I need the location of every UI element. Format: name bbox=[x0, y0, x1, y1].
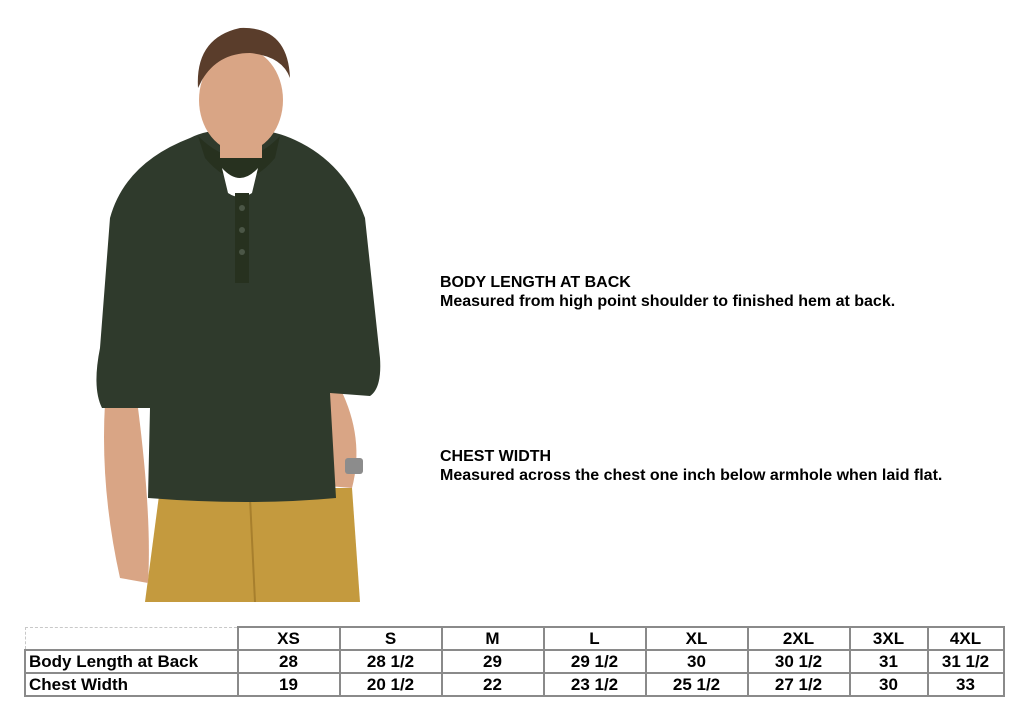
table-cell: 31 1/2 bbox=[928, 650, 1004, 673]
size-header-row bbox=[25, 627, 1004, 650]
left-hand bbox=[104, 403, 149, 583]
size-header-cell: 4XL bbox=[928, 627, 1004, 650]
body-length-description: Measured from high point shoulder to finished hem at back. bbox=[440, 293, 896, 310]
size-header-corner bbox=[25, 627, 238, 650]
row-label: Chest Width bbox=[25, 673, 238, 696]
table-cell: 30 bbox=[850, 673, 928, 696]
body-length-title: BODY LENGTH AT BACK bbox=[440, 274, 631, 291]
table-cell: 33 bbox=[928, 673, 1004, 696]
row-label: Body Length at Back bbox=[25, 650, 238, 673]
body-length-info bbox=[440, 273, 895, 311]
size-header-cell: 2XL bbox=[748, 627, 850, 650]
table-cell: 29 bbox=[442, 650, 544, 673]
table-cell: 20 1/2 bbox=[340, 673, 442, 696]
size-header-cell: XL bbox=[646, 627, 748, 650]
product-photo-model bbox=[90, 18, 390, 602]
size-header-cell: S bbox=[340, 627, 442, 650]
table-row-body-length bbox=[25, 650, 1004, 673]
table-cell: 22 bbox=[442, 673, 544, 696]
size-chart-table bbox=[24, 626, 1005, 697]
table-cell: 23 1/2 bbox=[544, 673, 646, 696]
table-cell: 29 1/2 bbox=[544, 650, 646, 673]
table-cell: 28 1/2 bbox=[340, 650, 442, 673]
chest-width-title: CHEST WIDTH bbox=[440, 448, 552, 465]
table-cell: 31 bbox=[850, 650, 928, 673]
size-header-cell: M bbox=[442, 627, 544, 650]
size-header-cell: 3XL bbox=[850, 627, 928, 650]
size-header-cell: XS bbox=[238, 627, 340, 650]
table-cell: 30 bbox=[646, 650, 748, 673]
chest-width-description: Measured across the chest one inch below armhole when laid flat. bbox=[440, 467, 943, 484]
table-cell: 25 1/2 bbox=[646, 673, 748, 696]
size-header-cell: L bbox=[544, 627, 646, 650]
table-cell: 30 1/2 bbox=[748, 650, 850, 673]
table-cell: 27 1/2 bbox=[748, 673, 850, 696]
table-cell: 28 bbox=[238, 650, 340, 673]
chest-width-info bbox=[440, 447, 942, 485]
table-row-chest-width bbox=[25, 673, 1004, 696]
table-cell: 19 bbox=[238, 673, 340, 696]
